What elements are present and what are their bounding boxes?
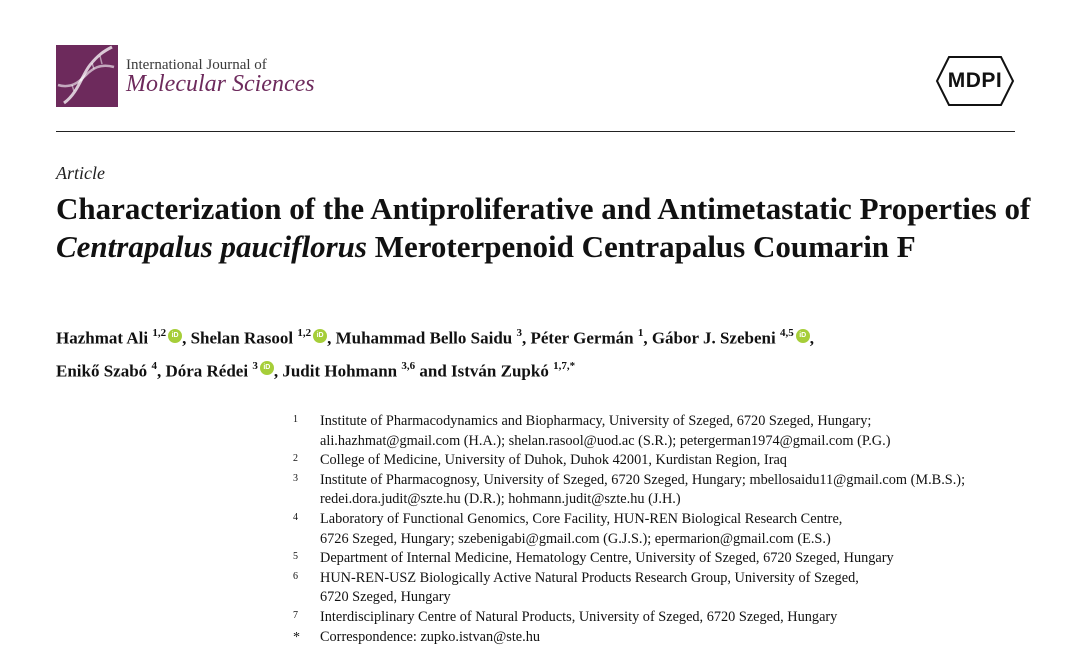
affiliation-text — [320, 608, 1053, 628]
affiliation-line: HUN-REN-USZ Biologically Active Natural Products Research Group, University of Szeged, — [320, 569, 859, 586]
author-separator: , — [809, 328, 814, 348]
title-part1: Characterization of the Antiproliferative and Antimetastatic Properties of — [56, 191, 1031, 226]
affiliation-item — [293, 412, 1053, 451]
author-separator: , — [273, 361, 283, 381]
journal-name-line1: International Journal of — [126, 57, 267, 73]
author-affiliation-marker: 1,7,* — [553, 359, 576, 372]
affiliation-text — [320, 569, 1053, 608]
affiliation-list — [293, 412, 1053, 648]
orcid-icon[interactable] — [313, 329, 327, 343]
article-type: Article — [56, 163, 105, 183]
dna-helix-icon — [56, 45, 118, 107]
affiliation-item — [293, 608, 1053, 628]
author-affiliation-marker: 4 — [151, 359, 157, 372]
author-affiliation-marker: 3 — [252, 359, 258, 372]
author-separator: , — [327, 328, 336, 348]
author-name: István Zupkó — [451, 361, 549, 381]
author-affiliation-marker: 1 — [637, 327, 644, 339]
article-title — [56, 190, 1036, 266]
affiliation-number: 5 — [293, 551, 298, 563]
journal-name-line2: Molecular Sciences — [126, 71, 315, 97]
affiliation-line: 6726 Szeged, Hungary; szebenigabi@gmail.com (G.J.S.); epermarion@gmail.com (E.S.) — [320, 530, 831, 547]
affiliation-text — [320, 628, 1053, 648]
author-name: Muhammad Bello Saidu — [335, 328, 513, 348]
orcid-icon[interactable] — [260, 361, 274, 375]
title-part2: Meroterpenoid Centrapalus Coumarin F — [366, 229, 916, 264]
affiliation-line: Department of Internal Medicine, Hematology Centre, University of Szeged, 6720 Szeged, Hungary — [320, 550, 894, 567]
affiliation-number: * — [293, 629, 300, 645]
affiliation-line: Institute of Pharmacognosy, University of Szeged, 6720 Szeged, Hungary; mbellosaidu11@gmail.com (M.B.S.); — [320, 471, 966, 488]
affiliation-line: College of Medicine, University of Duhok, Duhok 42001, Kurdistan Region, Iraq — [320, 452, 787, 469]
orcid-icon[interactable] — [796, 329, 810, 343]
header-divider — [56, 131, 1015, 132]
author-name: Shelan Rasool — [190, 328, 294, 348]
affiliation-item — [293, 510, 1053, 549]
affiliation-line: ali.hazhmat@gmail.com (H.A.); shelan.rasool@uod.ac (S.R.); petergerman1974@gmail.com (P.G.) — [320, 432, 891, 449]
affiliation-text — [320, 451, 1053, 471]
author-separator: , — [643, 328, 652, 348]
affiliation-line: Laboratory of Functional Genomics, Core Facility, HUN-REN Biological Research Centre, — [320, 510, 843, 527]
affiliation-number: 7 — [293, 609, 298, 621]
affiliation-number: 2 — [293, 453, 298, 465]
affiliation-line: Institute of Pharmacodynamics and Biopharmacy, University of Szeged, 6720 Szeged, Hungary; — [320, 413, 872, 429]
affiliation-item — [293, 628, 1053, 648]
affiliation-item — [293, 451, 1053, 471]
affiliation-line: Interdisciplinary Centre of Natural Products, University of Szeged, 6720 Szeged, Hungary — [320, 608, 838, 625]
author-name: Péter Germán — [530, 328, 634, 348]
affiliation-number: 1 — [293, 414, 298, 425]
affiliation-line: redei.dora.judit@szte.hu (D.R.); hohmann.judit@szte.hu (J.H.) — [320, 491, 681, 508]
journal-logo — [56, 45, 118, 107]
author-name: Enikő Szabó — [56, 361, 148, 381]
affiliation-text — [320, 471, 1053, 510]
author-name: Hazhmat Ali — [56, 328, 149, 348]
affiliation-text — [320, 549, 1053, 569]
affiliation-number: 3 — [293, 472, 298, 484]
publisher-name: MDPI — [947, 69, 1003, 92]
affiliation-line: Correspondence: zupko.istvan@ste.hu — [320, 628, 541, 645]
affiliation-text — [320, 412, 1053, 451]
author-affiliation-marker: 4,5 — [779, 327, 794, 339]
author-affiliation-marker: 3 — [516, 327, 522, 339]
author-name: Judit Hohmann — [282, 361, 398, 381]
author-separator: , — [522, 328, 531, 348]
author-list — [56, 320, 1056, 385]
author-affiliation-marker: 3,6 — [401, 359, 416, 372]
author-separator: , — [156, 361, 166, 381]
affiliation-item — [293, 471, 1053, 510]
author-separator: and — [415, 361, 452, 381]
affiliation-item — [293, 569, 1053, 608]
affiliation-text — [320, 510, 1053, 549]
affiliation-number: 4 — [293, 511, 298, 523]
affiliation-item — [293, 549, 1053, 569]
affiliation-line: 6720 Szeged, Hungary — [320, 589, 451, 606]
affiliation-number: 6 — [293, 570, 298, 582]
orcid-icon[interactable] — [168, 329, 182, 343]
author-affiliation-marker: 1,2 — [152, 327, 167, 339]
title-species: Centrapalus pauciflorus — [56, 229, 367, 264]
author-affiliation-marker: 1,2 — [297, 327, 312, 339]
publisher-logo — [935, 55, 1015, 107]
author-name: Gábor J. Szebeni — [651, 328, 776, 348]
author-name: Dóra Rédei — [165, 361, 249, 381]
author-separator: , — [182, 328, 191, 348]
